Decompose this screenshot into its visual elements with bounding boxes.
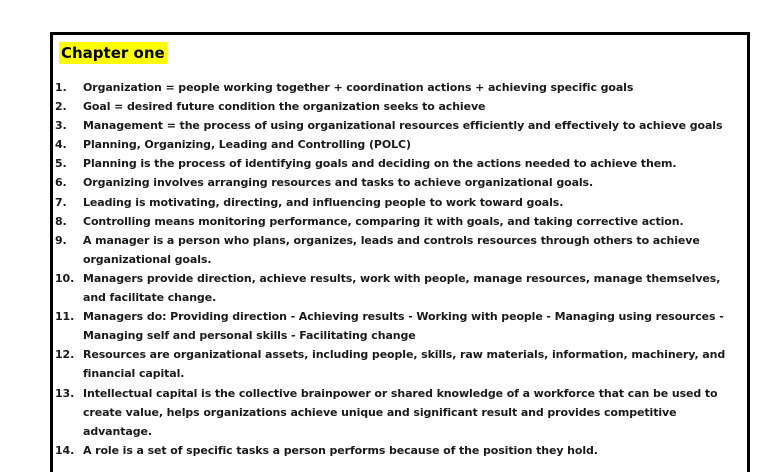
list-item [55, 345, 745, 383]
chapter-title: Chapter one [61, 44, 165, 62]
item-text: Managers provide direction, achieve results, work with people, manage resources, manage themselves, and facilitate change. [83, 271, 721, 305]
item-text: Controlling means monitoring performance, comparing it with goals, and taking corrective action. [83, 214, 684, 228]
item-text: A manager is a person who plans, organizes, leads and controls resources through others to achieve organizational goals. [83, 233, 700, 266]
list-item [55, 307, 745, 345]
item-number: 5. [55, 157, 67, 171]
item-number: 8. [55, 214, 67, 228]
notes-list [55, 78, 745, 460]
item-number: 10. [55, 271, 75, 285]
list-item [55, 135, 745, 154]
item-number: 11. [55, 310, 75, 324]
item-text: Organizing involves arranging resources and tasks to achieve organizational goals. [83, 176, 594, 190]
item-number: 7. [55, 195, 67, 209]
list-item [55, 154, 745, 173]
item-text: Management = the process of using organizational resources efficiently and effectively to achieve goals [83, 119, 723, 133]
list-item [55, 231, 745, 269]
item-number: 4. [55, 138, 67, 152]
list-item [55, 173, 745, 192]
item-text: Resources are organizational assets, including people, skills, raw materials, information, machinery, and financial capital. [83, 348, 726, 381]
item-number: 6. [55, 176, 67, 190]
item-number: 13. [55, 386, 75, 400]
item-number: 9. [55, 233, 67, 247]
item-text: Managers do: Providing direction - Achieving results - Working with people - Managing using resources - Managing self and personal skills - Facilitating change [83, 310, 724, 343]
item-text: A role is a set of specific tasks a person performs because of the position they hold. [83, 443, 598, 457]
item-number: 12. [55, 348, 75, 362]
list-item [55, 384, 745, 441]
item-text: Leading is motivating, directing, and influencing people to work toward goals. [83, 195, 564, 209]
item-text: Planning is the process of identifying goals and deciding on the actions needed to achieve them. [83, 157, 677, 171]
item-text: Organization = people working together + coordination actions + achieving specific goals [83, 81, 634, 94]
item-number: 1. [55, 81, 67, 94]
item-number: 3. [55, 119, 67, 133]
list-item [55, 97, 745, 116]
list-item [55, 116, 745, 135]
list-item [55, 212, 745, 231]
list-item [55, 78, 745, 97]
list-item [55, 269, 745, 307]
item-text: Goal = desired future condition the organization seeks to achieve [83, 100, 486, 114]
item-text: Planning, Organizing, Leading and Controlling (POLC) [83, 138, 411, 152]
item-text: Intellectual capital is the collective brainpower or shared knowledge of a workforce that can be used to create value, helps organizations achieve unique and significant result and provides competitive advantage. [83, 386, 718, 438]
item-number: 2. [55, 100, 67, 114]
item-number: 14. [55, 443, 75, 457]
list-item [55, 193, 745, 212]
list-item [55, 441, 745, 460]
